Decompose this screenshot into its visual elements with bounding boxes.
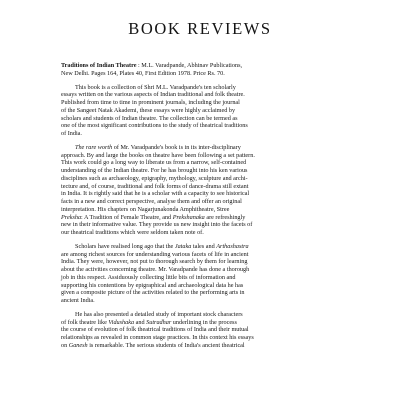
paragraph-line: relationships as revealed in common stage practices. In this context his essays xyxy=(61,334,254,341)
paragraph-line: disciplines such as archaeology, epigraphy, mythology, sculpture and archi- xyxy=(61,174,248,182)
paragraph-line: The rare worth of Mr. Varadpande's book is in its inter-disciplinary xyxy=(75,143,241,151)
paragraph-line: He has also presented a detailed study of important stock characters xyxy=(75,310,243,318)
paragraph-line: in India. It is rightly said that he is a scholar with a capacity to see historical xyxy=(61,190,250,198)
paragraph-line: Scholars have realised long ago that the Jataka tales and Arthashastra xyxy=(75,242,249,250)
page-title: BOOK REVIEWS xyxy=(128,19,272,38)
paragraph-line: about the activities concerning theatre. Mr. Varadpande has done a thorough xyxy=(61,266,250,273)
paragraph-line: This book is a collection of Shri M.L. Varadpande's ten scholarly xyxy=(75,83,236,91)
review-paragraph-2 xyxy=(61,144,353,237)
paragraph-line: interpretation. His chapters on Nagarjunakonda Amphitheatre, Stree xyxy=(61,205,230,213)
paragraph-line: India. They were, however, not put to thorough search by them for learning xyxy=(61,258,248,266)
paragraph-line: our theatrical traditions which were seldom taken note of. xyxy=(61,229,204,236)
review-body xyxy=(61,62,353,356)
paragraph-line: essays written on the various aspects of Indian traditional and folk theatre. xyxy=(61,91,245,99)
review-paragraph-3 xyxy=(61,243,353,305)
paragraph-line: scholars and students of Indian theatre. The collection can be termed as xyxy=(61,114,238,122)
citation-book-title: Traditions of Indian Theatre xyxy=(61,62,137,69)
paragraph-line: facts in a new and correct perspective, analyse them and offer an original xyxy=(61,198,242,205)
paragraph-line: the course of evolution of folk theatrical traditions of India and their mutual xyxy=(61,326,249,334)
paragraph-line: on Ganesh is remarkable. The serious students of India's ancient theatrical xyxy=(61,341,245,349)
citation-line: Traditions of Indian Theatre : M.L. Varadpande, Abhinav Publications, xyxy=(61,62,243,69)
paragraph-line: job in this respect. Assiduously collecting little bits of information and xyxy=(61,273,236,281)
paragraph-line: supporting his contentions by epigraphical and archaeological data he has xyxy=(61,281,244,289)
paragraph-line: ancient India. xyxy=(61,297,95,304)
paragraph-line: Published from time to time in prominent journals, including the journal xyxy=(61,99,240,106)
paragraph-line: Preksha: A Tradition of Female Theatre, and Prekshanaka are refreshingly xyxy=(61,213,246,221)
citation-line: New Delhi. Pages 164, Plates 40, First Edition 1978. Price Rs. 70. xyxy=(61,69,225,77)
paragraph-line: tecture and, of course, traditional and folk forms of dance-drama still extant xyxy=(61,182,249,190)
review-paragraph-1 xyxy=(61,84,353,138)
paragraph-line: new in their informative value. They provide us new insight into the facets of xyxy=(61,221,253,229)
review-paragraph-4 xyxy=(61,311,353,350)
paragraph-line: of the Sangeet Natak Akademi, these essays were highly acclaimed by xyxy=(61,106,236,114)
paragraph-line: are among richest sources for understanding various facets of life in ancient xyxy=(61,250,249,258)
paragraph-line: This work could go a long way to liberate us from a narrow, self-contained xyxy=(61,159,247,167)
book-citation xyxy=(61,62,353,78)
paragraph-line: one of the most significant contributions to the study of theatrical traditions xyxy=(61,122,248,130)
paragraph-line: understanding of the Indian theatre. For he has brought into his ken various xyxy=(61,167,248,174)
paragraph-line: of folk theatre like Vidushaka and Sutradhar underlining in the process xyxy=(61,318,237,326)
paragraph-line: of India. xyxy=(61,130,82,137)
paragraph-line: approach. By and large the books on theatre have been following a set pattern. xyxy=(61,151,255,159)
paragraph-line: given a composite picture of the activities related to the performing arts in xyxy=(61,289,245,297)
